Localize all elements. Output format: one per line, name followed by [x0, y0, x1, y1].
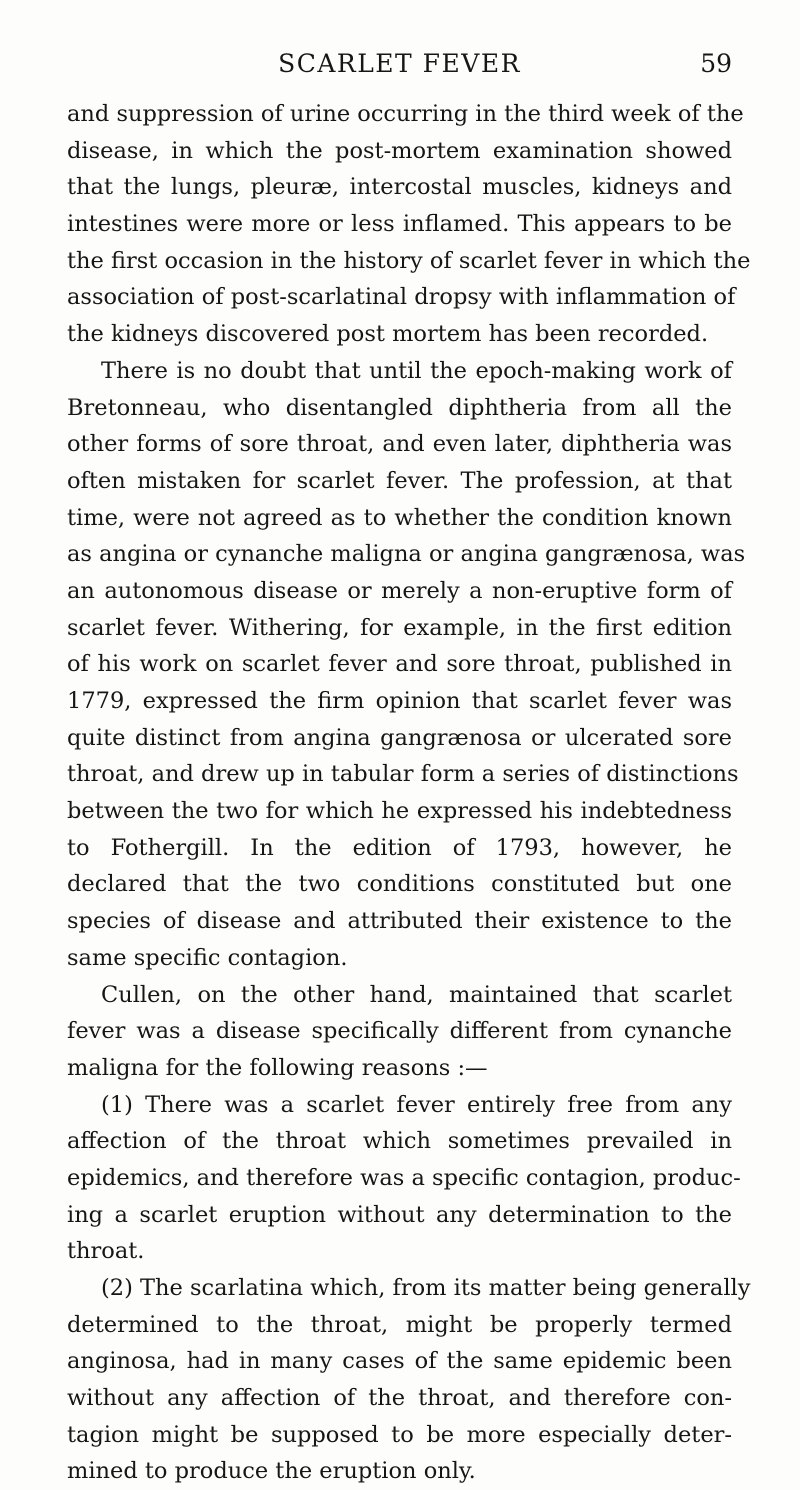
text-line: time, were not agreed as to whether the condition known: [67, 504, 732, 531]
text-line: same specific contagion.: [67, 944, 348, 971]
text-line: and suppression of urine occurring in the third week of the: [67, 101, 744, 127]
text-line: scarlet fever. Withering, for example, in the first edition: [67, 614, 732, 641]
text-line: tagion might be supposed to be more especially deter-: [67, 1421, 732, 1448]
text-line: throat, and drew up in tabular form a series of distinctions: [67, 761, 739, 788]
text-line: epidemics, and therefore was a specific contagion, produc-: [67, 1164, 741, 1191]
text-line: intestines were more or less inflamed. This appears to be: [67, 211, 732, 238]
text-line: fever was a disease specifically different from cynanche: [67, 1018, 732, 1045]
text-line: the kidneys discovered post mortem has been recorded.: [67, 321, 709, 348]
text-line: ing a scarlet eruption without any determination to the: [67, 1201, 732, 1228]
text-line: between the two for which he expressed his indebtedness: [67, 798, 732, 825]
text-line: Bretonneau, who disentangled diphtheria from all the: [67, 394, 732, 421]
text-line: quite distinct from angina gangrænosa or ulcerated sore: [67, 724, 732, 751]
text-line: affection of the throat which sometimes prevailed in: [67, 1128, 732, 1155]
text-line: disease, in which the post-mortem examination showed: [67, 137, 732, 164]
paragraph-start-line: Cullen, on the other hand, maintained that scarlet: [101, 981, 732, 1008]
page-number: 59: [700, 49, 732, 78]
text-line: to Fothergill. In the edition of 1793, however, he: [67, 834, 732, 861]
text-line: other forms of sore throat, and even later, diphtheria was: [67, 431, 732, 458]
text-line: the first occasion in the history of scarlet fever in which the: [67, 247, 751, 274]
text-line: species of disease and attributed their existence to the: [67, 908, 732, 935]
text-line: without any affection of the throat, and therefore con-: [67, 1385, 732, 1412]
text-line: maligna for the following reasons :—: [67, 1054, 488, 1081]
text-line: as angina or cynanche maligna or angina gangrænosa, was: [67, 541, 746, 568]
text-line: declared that the two conditions constituted but one: [67, 871, 732, 898]
paragraph-start-line: (2) The scarlatina which, from its matter being generally: [101, 1275, 751, 1301]
text-line: anginosa, had in many cases of the same epidemic been: [67, 1348, 732, 1375]
text-line: association of post-scarlatinal dropsy with inflammation of: [67, 284, 736, 311]
text-line: determined to the throat, might be properly termed: [67, 1311, 732, 1338]
paragraph-start-line: There is no doubt that until the epoch-making work of: [101, 357, 732, 384]
text-line: an autonomous disease or merely a non-eruptive form of: [67, 577, 732, 604]
text-line: often mistaken for scarlet fever. The profession, at that: [67, 467, 732, 494]
text-line: that the lungs, pleuræ, intercostal muscles, kidneys and: [67, 174, 732, 201]
body-text: [67, 96, 751, 1490]
running-title: SCARLET FEVER: [278, 49, 521, 78]
text-line: 1779, expressed the firm opinion that scarlet fever was: [67, 688, 732, 714]
text-line: throat.: [67, 1238, 145, 1265]
paragraph-start-line: (1) There was a scarlet fever entirely free from any: [101, 1091, 732, 1118]
text-line: mined to produce the eruption only.: [67, 1458, 476, 1485]
page-header: [67, 44, 732, 84]
text-line: of his work on scarlet fever and sore throat, published in: [67, 651, 732, 678]
